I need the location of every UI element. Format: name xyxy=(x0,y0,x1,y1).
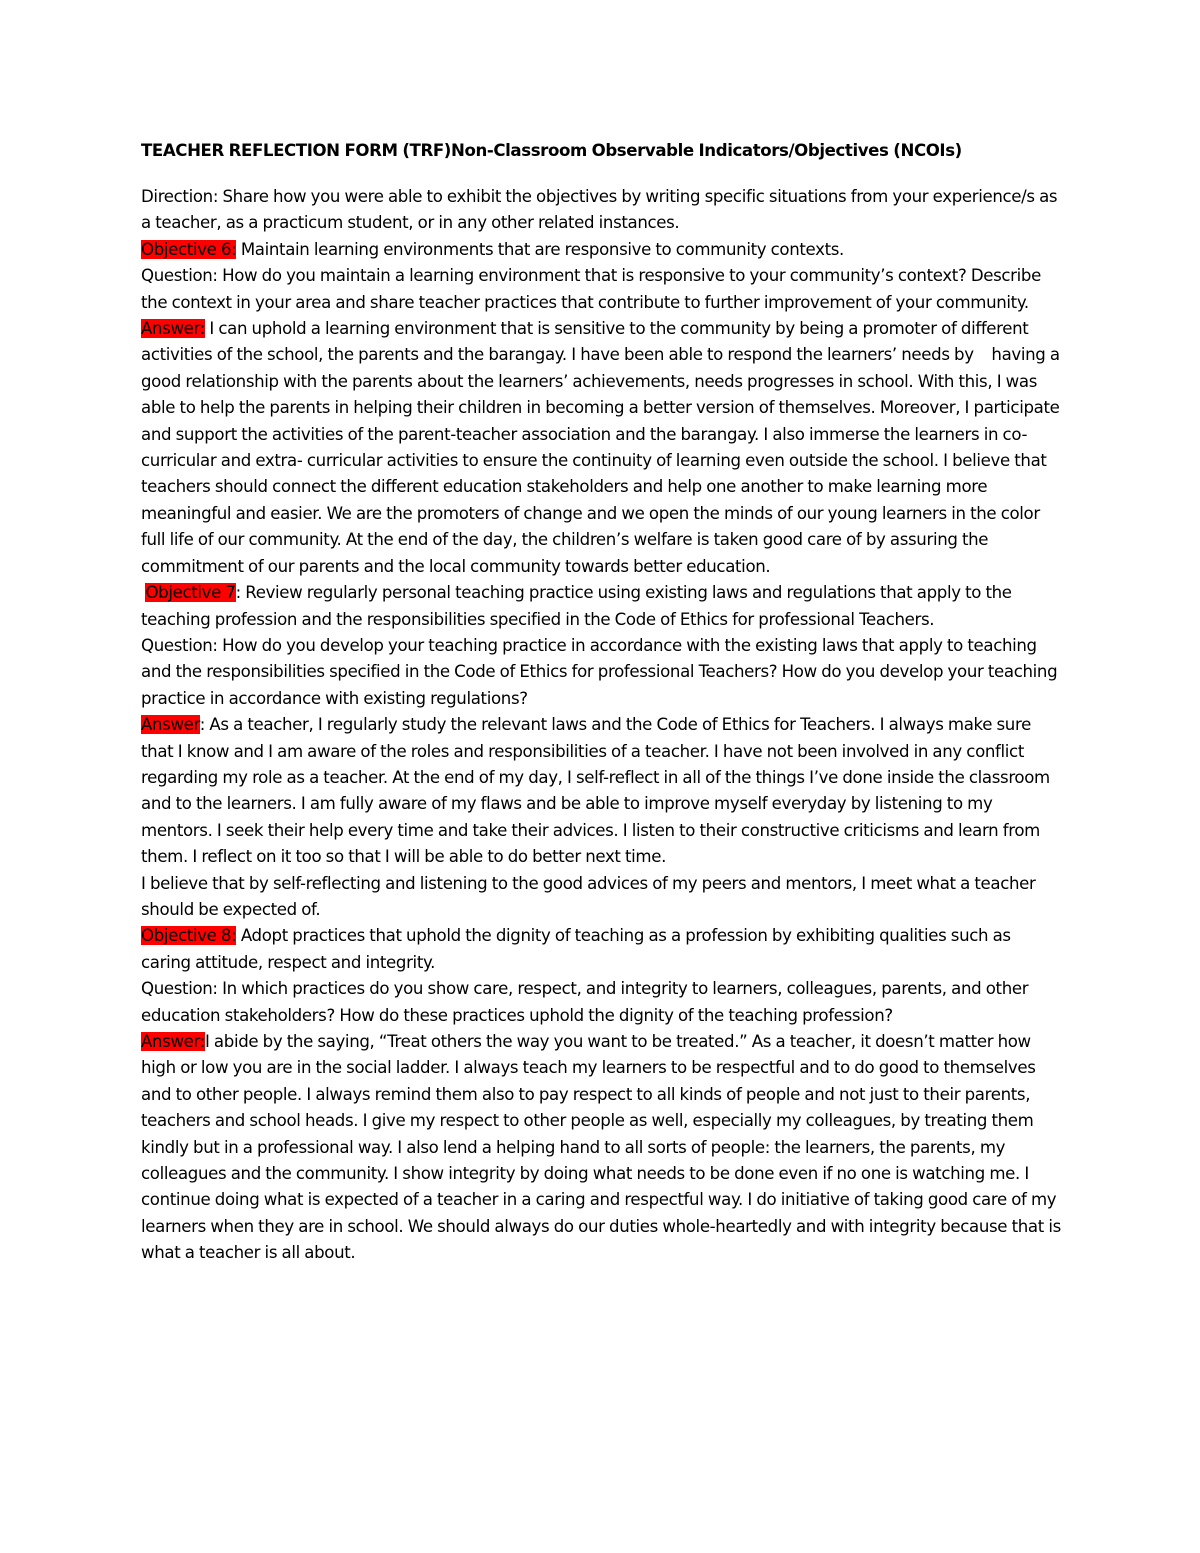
objective-7-question: Question: How do you develop your teaching practice in accordance with the existing laws that apply to teaching and the responsibilities specified in the Code of Ethics for professional Teachers? How do you develop your teaching practice in accordance with existing regulations? xyxy=(141,635,1058,708)
objective-6-text: Maintain learning environments that are responsive to community contexts. xyxy=(236,239,844,259)
document-page xyxy=(141,138,1065,1267)
objective-6-label: Objective 6: xyxy=(141,239,237,259)
objective-8-answer-label: Answer: xyxy=(141,1032,205,1051)
objective-6-answer-paragraph xyxy=(141,316,1065,580)
objective-7-answer-text: : As a teacher, I regularly study the relevant laws and the Code of Ethics for Teachers. I always make sure that I know and I am aware of the roles and responsibilities of a teacher. I have not been involved in any conflict regarding my role as a teacher. At the end of my day, I self-reflect in all of the things I’ve done inside the classroom and to the learners. I am fully aware of my flaws and be able to improve myself everyday by listening to my mentors. I seek their help every time and take their advices. I listen to their constructive criticisms and learn from them. I reflect on it too so that I will be able to do better next time. xyxy=(141,715,1050,867)
objective-8-question: Question: In which practices do you show care, respect, and integrity to learners, colleagues, parents, and other education stakeholders? How do these practices uphold the dignity of the teaching profession? xyxy=(141,979,1029,1025)
form-title: TEACHER REFLECTION FORM (TRF)Non-Classroom Observable Indicators/Objectives (NCOIs) xyxy=(141,141,962,160)
objective-6-answer-label: Answer: xyxy=(141,319,205,339)
objective-7-paragraph xyxy=(141,580,1061,633)
objective-8-answer-paragraph xyxy=(141,1029,1061,1267)
objective-7-label: Objective 7 xyxy=(145,583,236,603)
objective-7-closing: I believe that by self-reflecting and listening to the good advices of my peers and mentors, I meet what a teacher should be expected of. xyxy=(141,873,1036,919)
objective-7-text: : Review regularly personal teaching practice using existing laws and regulations that apply to the teaching profession and the responsibilities specified in the Code of Ethics for professional Teachers. xyxy=(141,583,1012,629)
objective-8-answer-text: I abide by the saying, “Treat others the way you want to be treated.” As a teacher, it doesn’t matter how high or low you are in the social ladder. I always teach my learners to be respectful and to do good to themselves and to other people. I always remind them also to pay respect to all kinds of people and not just to their parents, teachers and school heads. I give my respect to other people as well, especially my colleagues, by treating them kindly but in a professional way. I also lend a helping hand to all sorts of people: the learners, the parents, my colleagues and the community. I show integrity by doing what needs to be done even if no one is watching me. I continue doing what is expected of a teacher in a caring and respectful way. I do initiative of taking good care of my learners when they are in school. We should always do our duties whole-heartedly and with integrity because that is what a teacher is all about. xyxy=(141,1032,1061,1263)
objective-8-paragraph xyxy=(141,923,1061,976)
objective-6-answer-text: I can uphold a learning environment that is sensitive to the community by being a promoter of different activities of the school, the parents and the barangay. I have been able to respond the learners’ needs by having a good relationship with the parents about the learners’ achievements, needs progresses in school. With this, I was able to help the parents in helping their children in becoming a better version of themselves. Moreover, I participate and support the activities of the parent-teacher association and the barangay. I also immerse the learners in co-curricular and extra- curricular activities to ensure the continuity of learning even outside the school. I believe that teachers should connect the different education stakeholders and help one another to make learning more meaningful and easier. We are the promoters of change and we open the minds of our young learners in the color full life of our community. At the end of the day, the children’s welfare is taken good care of by assuring the commitment of our parents and the local community towards better education. xyxy=(141,319,1065,576)
objective-8-label: Objective 8: xyxy=(141,926,237,946)
objective-6-question: Question: How do you maintain a learning environment that is responsive to your community’s context? Describe the context in your area and share teacher practices that contribute to further improvement of your community. xyxy=(141,266,1041,312)
objective-7-answer-label: Answer xyxy=(141,715,200,735)
objective-8-text: Adopt practices that uphold the dignity of teaching as a profession by exhibiting qualities such as caring attitude, respect and integrity. xyxy=(141,926,1011,972)
direction-paragraph: Direction: Share how you were able to exhibit the objectives by writing specific situations from your experience/s as a teacher, as a practicum student, or in any other related instances. xyxy=(141,187,1058,233)
objective-7-answer-paragraph xyxy=(141,712,1061,870)
objective-6-paragraph xyxy=(141,237,1061,263)
